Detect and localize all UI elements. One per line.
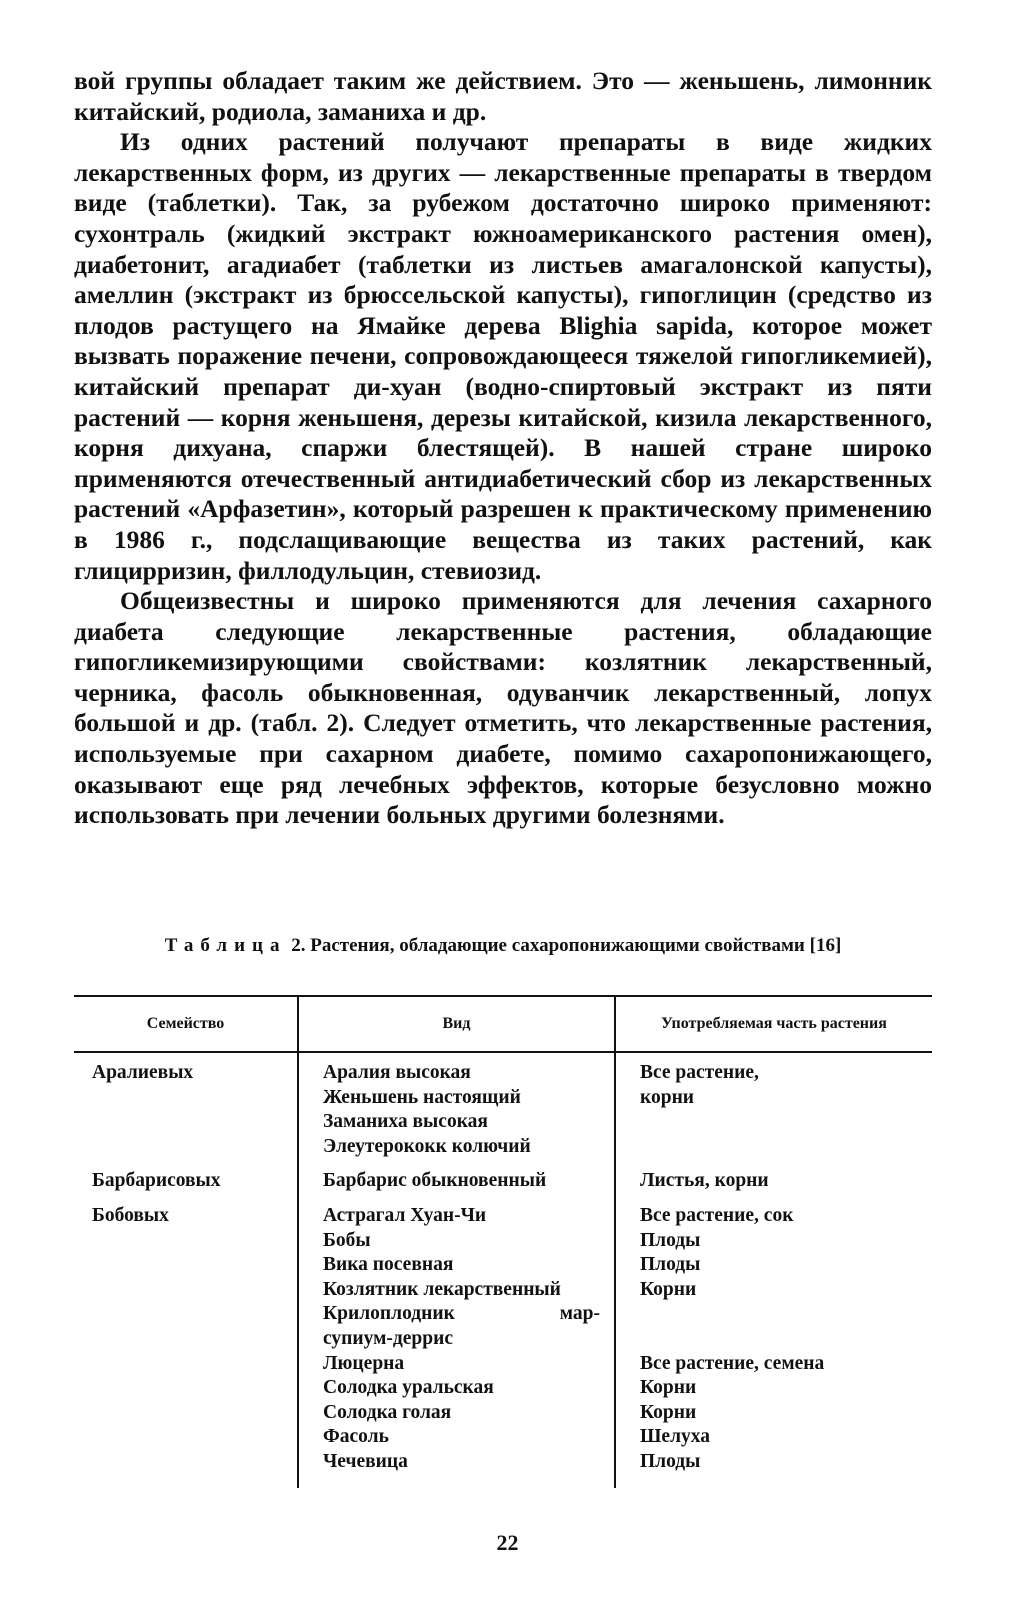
page-number: 22: [496, 1530, 519, 1555]
table-body: [74, 1061, 932, 1475]
table-caption-text: 2. Растения, обладающие сахаропонижающими свойствами [16]: [291, 935, 842, 956]
cell-part: [640, 1302, 932, 1327]
cell-part: Корни: [640, 1377, 697, 1399]
table-caption: [74, 934, 932, 958]
cell-species: Солодка голая: [323, 1401, 452, 1423]
table-row-group: [74, 1061, 932, 1159]
cell-species: Астрагал Хуан-Чи: [323, 1204, 487, 1226]
paragraph-continuation: вой группы обладает таким же действием. Это — женьшень, лимонник китайский, родиола, заманиха и др.: [74, 66, 932, 126]
cell-part: Плоды: [640, 1254, 701, 1276]
cell-species: Барбарис обыкновенный: [323, 1170, 547, 1192]
header-part: Употребляемая часть растения: [661, 1015, 887, 1032]
cell-part: Листья, корни: [640, 1170, 769, 1192]
cell-species: Люцерна: [323, 1352, 405, 1374]
cell-part: Корни: [640, 1401, 697, 1423]
cell-part: [640, 1327, 932, 1352]
cell-species: Солодка уральская: [323, 1377, 494, 1399]
cell-species: Вика посевная: [323, 1254, 454, 1276]
header-family: Семейство: [146, 1015, 225, 1032]
cell-part: Плоды: [640, 1450, 701, 1472]
cell-part: Все растение,: [640, 1062, 759, 1083]
paragraph-preparations: Из одних растений получают препараты в виде жидких лекарственных форм, из других — лекарственные препараты в твердом виде (таблетки). Так, за рубежом достаточно широко применяют: сухонтраль (жидкий экстракт южноамериканского растения омен), диабетонит, агадиабет (таблетки из листьев амагалонской капусты), амеллин (экстракт из брюссельской капусты), гипоглицин (средство из плодов растущего на Ямайке дерева Blighia sapida, которое может вызвать поражение печени, сопровождающееся тяжелой гипогликемией), китайский препарат ди-хуан (водно-спиртовый экстракт из пяти растений — корня женьшеня, дерезы китайской, кизила лекарственного, корня дихуана, спаржи блестящей). В нашей стране широко применяются отечественный антидиабетический сбор из лекарственных растений «Арфазетин», который разрешен к практическому применению в 1986 г., подслащивающие вещества из таких растений, как глицирризин, филлодульцин, стевиозид.: [74, 127, 932, 585]
cell-species: Фасоль: [323, 1426, 389, 1448]
cell-family: Барбарисовых: [92, 1170, 221, 1192]
cell-species: Бобы: [323, 1229, 371, 1251]
table-row-group: [74, 1204, 932, 1475]
cell-part-list: [614, 1169, 932, 1194]
cell-part: [640, 1110, 932, 1135]
cell-part-list: [614, 1204, 932, 1475]
cell-part: Все растение, семена: [640, 1352, 825, 1374]
cell-species: Заманиха высокая: [323, 1111, 488, 1133]
cell-species: супиум-деррис: [323, 1327, 453, 1349]
table-caption-label: Таблица: [164, 935, 287, 956]
cell-species: Козлятник лекарственный: [323, 1278, 561, 1300]
cell-species-list: [297, 1169, 614, 1194]
table-header-rule: [74, 1051, 932, 1053]
cell-part: Все растение, сок: [640, 1204, 794, 1226]
plants-table: [74, 995, 932, 1488]
paragraph-medicinal-plants: Общеизвестны и широко применяются для лечения сахарного диабета следующие лекарственные растения, обладающие гипогликемизирующими свойствами: козлятник лекарственный, черника, фасоль обыкновенная, одуванчик лекарственный, лопух большой и др. (табл. 2). Следует отметить, что лекарственные растения, используемые при сахарном диабете, помимо сахаропонижающего, оказывают еще ряд лечебных эффектов, которые безусловно можно использовать при лечении больных другими болезнями.: [74, 586, 932, 830]
cell-family: Бобовых: [92, 1204, 169, 1226]
cell-species: Аралия высокая: [323, 1062, 471, 1083]
cell-family: Аралиевых: [92, 1062, 194, 1083]
cell-part: Шелуха: [640, 1426, 711, 1448]
cell-part-list: [614, 1061, 932, 1159]
cell-species: Элеутерококк колючий: [323, 1135, 531, 1157]
body-text: [74, 66, 932, 831]
cell-species: Крилоплодник мар-: [323, 1303, 600, 1325]
cell-species: Женьшень настоящий: [323, 1086, 521, 1108]
cell-part: Плоды: [640, 1229, 701, 1251]
cell-part: Корни: [640, 1278, 697, 1300]
cell-part: [640, 1135, 932, 1160]
table-row-group: [74, 1169, 932, 1194]
cell-species-list: [297, 1204, 614, 1475]
header-species: Вид: [442, 1015, 471, 1032]
cell-species-list: [297, 1061, 614, 1159]
cell-part: корни: [640, 1086, 695, 1108]
cell-species: Чечевица: [323, 1450, 408, 1472]
